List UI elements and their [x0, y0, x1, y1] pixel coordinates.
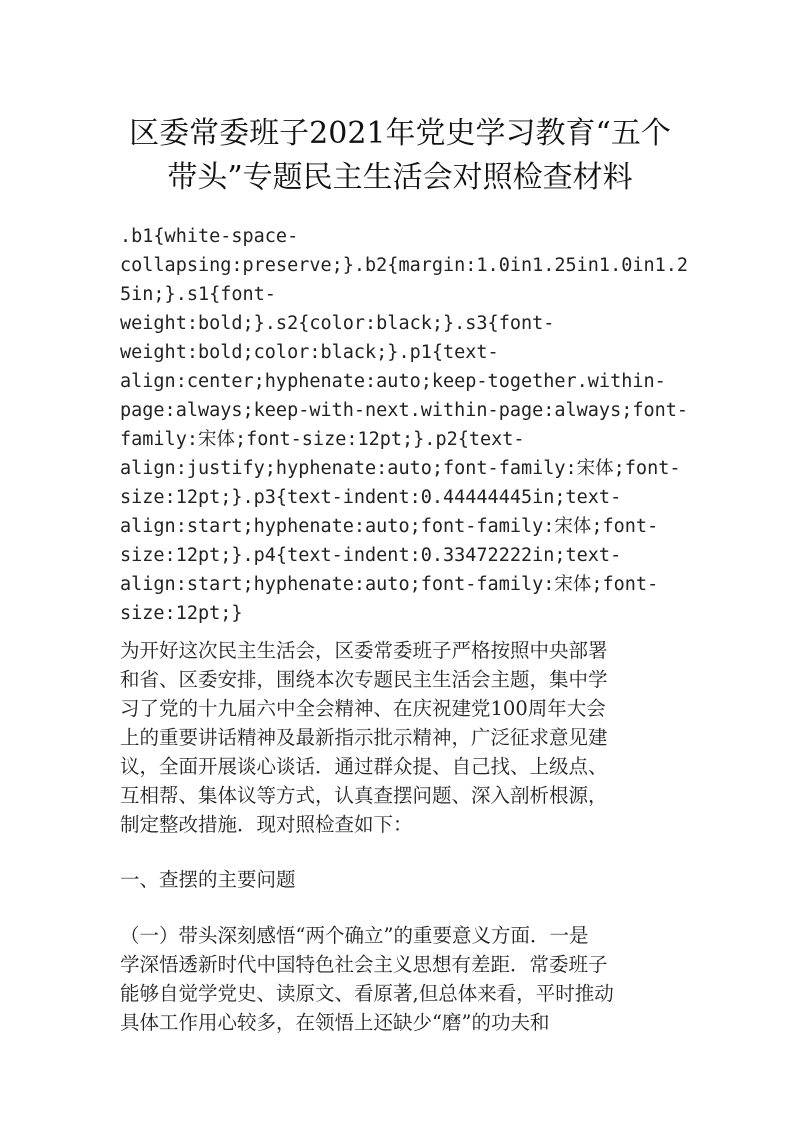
point-one-paragraph	[120, 921, 680, 1037]
stylesheet-line: align:start;hyphenate:auto;font-family:宋体;font-	[120, 574, 659, 595]
document-title	[100, 112, 700, 200]
stylesheet-line: 5in;}.s1{font-	[120, 284, 276, 305]
section-heading	[120, 865, 680, 894]
paragraph-line: （一）带头深刻感悟“两个确立”的重要意义方面．一是	[120, 924, 589, 947]
stylesheet-line: family:宋体;font-size:12pt;}.p2{text-	[120, 429, 525, 450]
intro-paragraph	[120, 636, 680, 839]
paragraph-line: 上的重要讲话精神及最新指示批示精神，广泛征求意见建	[120, 726, 608, 749]
paragraph-line: 制定整改措施．现对照检查如下：	[120, 813, 413, 836]
stylesheet-line: align:center;hyphenate:auto;keep-together.within-	[120, 371, 666, 392]
stylesheet-text	[120, 222, 690, 628]
section-heading-text: 一、查摆的主要问题	[120, 868, 296, 891]
stylesheet-line: collapsing:preserve;}.b2{margin:1.0in1.25in1.0in1.2	[120, 255, 689, 276]
paragraph-line: 互相帮、集体议等方式，认真查摆问题、深入剖析根源，	[120, 784, 608, 807]
paragraph-line: 和省、区委安排，围绕本次专题民主生活会主题，集中学	[120, 668, 608, 691]
paragraph-line: 习了党的十九届六中全会精神、在庆祝建党100周年大会	[120, 697, 606, 720]
stylesheet-line: size:12pt;}.p4{text-indent:0.33472222in;text-	[120, 545, 622, 566]
paragraph-line: 议，全面开展谈心谈话．通过群众提、自己找、上级点、	[120, 755, 608, 778]
stylesheet-line: weight:bold;color:black;}.p1{text-	[120, 342, 499, 363]
stylesheet-line: size:12pt;}	[120, 603, 243, 624]
paragraph-line: 为开好这次民主生活会，区委常委班子严格按照中央部署	[120, 639, 608, 662]
stylesheet-line: page:always;keep-with-next.within-page:always;font-	[120, 400, 689, 421]
stylesheet-line: align:justify;hyphenate:auto;font-family:宋体;font-	[120, 458, 681, 479]
stylesheet-line: align:start;hyphenate:auto;font-family:宋体;font-	[120, 516, 659, 537]
title-line: 区委常委班子2021年党史学习教育“五个	[129, 116, 671, 151]
stylesheet-line: weight:bold;}.s2{color:black;}.s3{font-	[120, 313, 555, 334]
paragraph-line: 学深悟透新时代中国特色社会主义思想有差距．常委班子	[120, 953, 608, 976]
stylesheet-line: .b1{white-space-	[120, 226, 299, 247]
stylesheet-line: size:12pt;}.p3{text-indent:0.44444445in;text-	[120, 487, 622, 508]
title-line: 带头”专题民主生活会对照检查材料	[167, 160, 633, 195]
paragraph-line: 能够自觉学党史、读原文、看原著,但总体来看，平时推动	[120, 982, 614, 1005]
paragraph-line: 具体工作用心较多，在领悟上还缺少“磨”的功夫和	[120, 1011, 550, 1034]
